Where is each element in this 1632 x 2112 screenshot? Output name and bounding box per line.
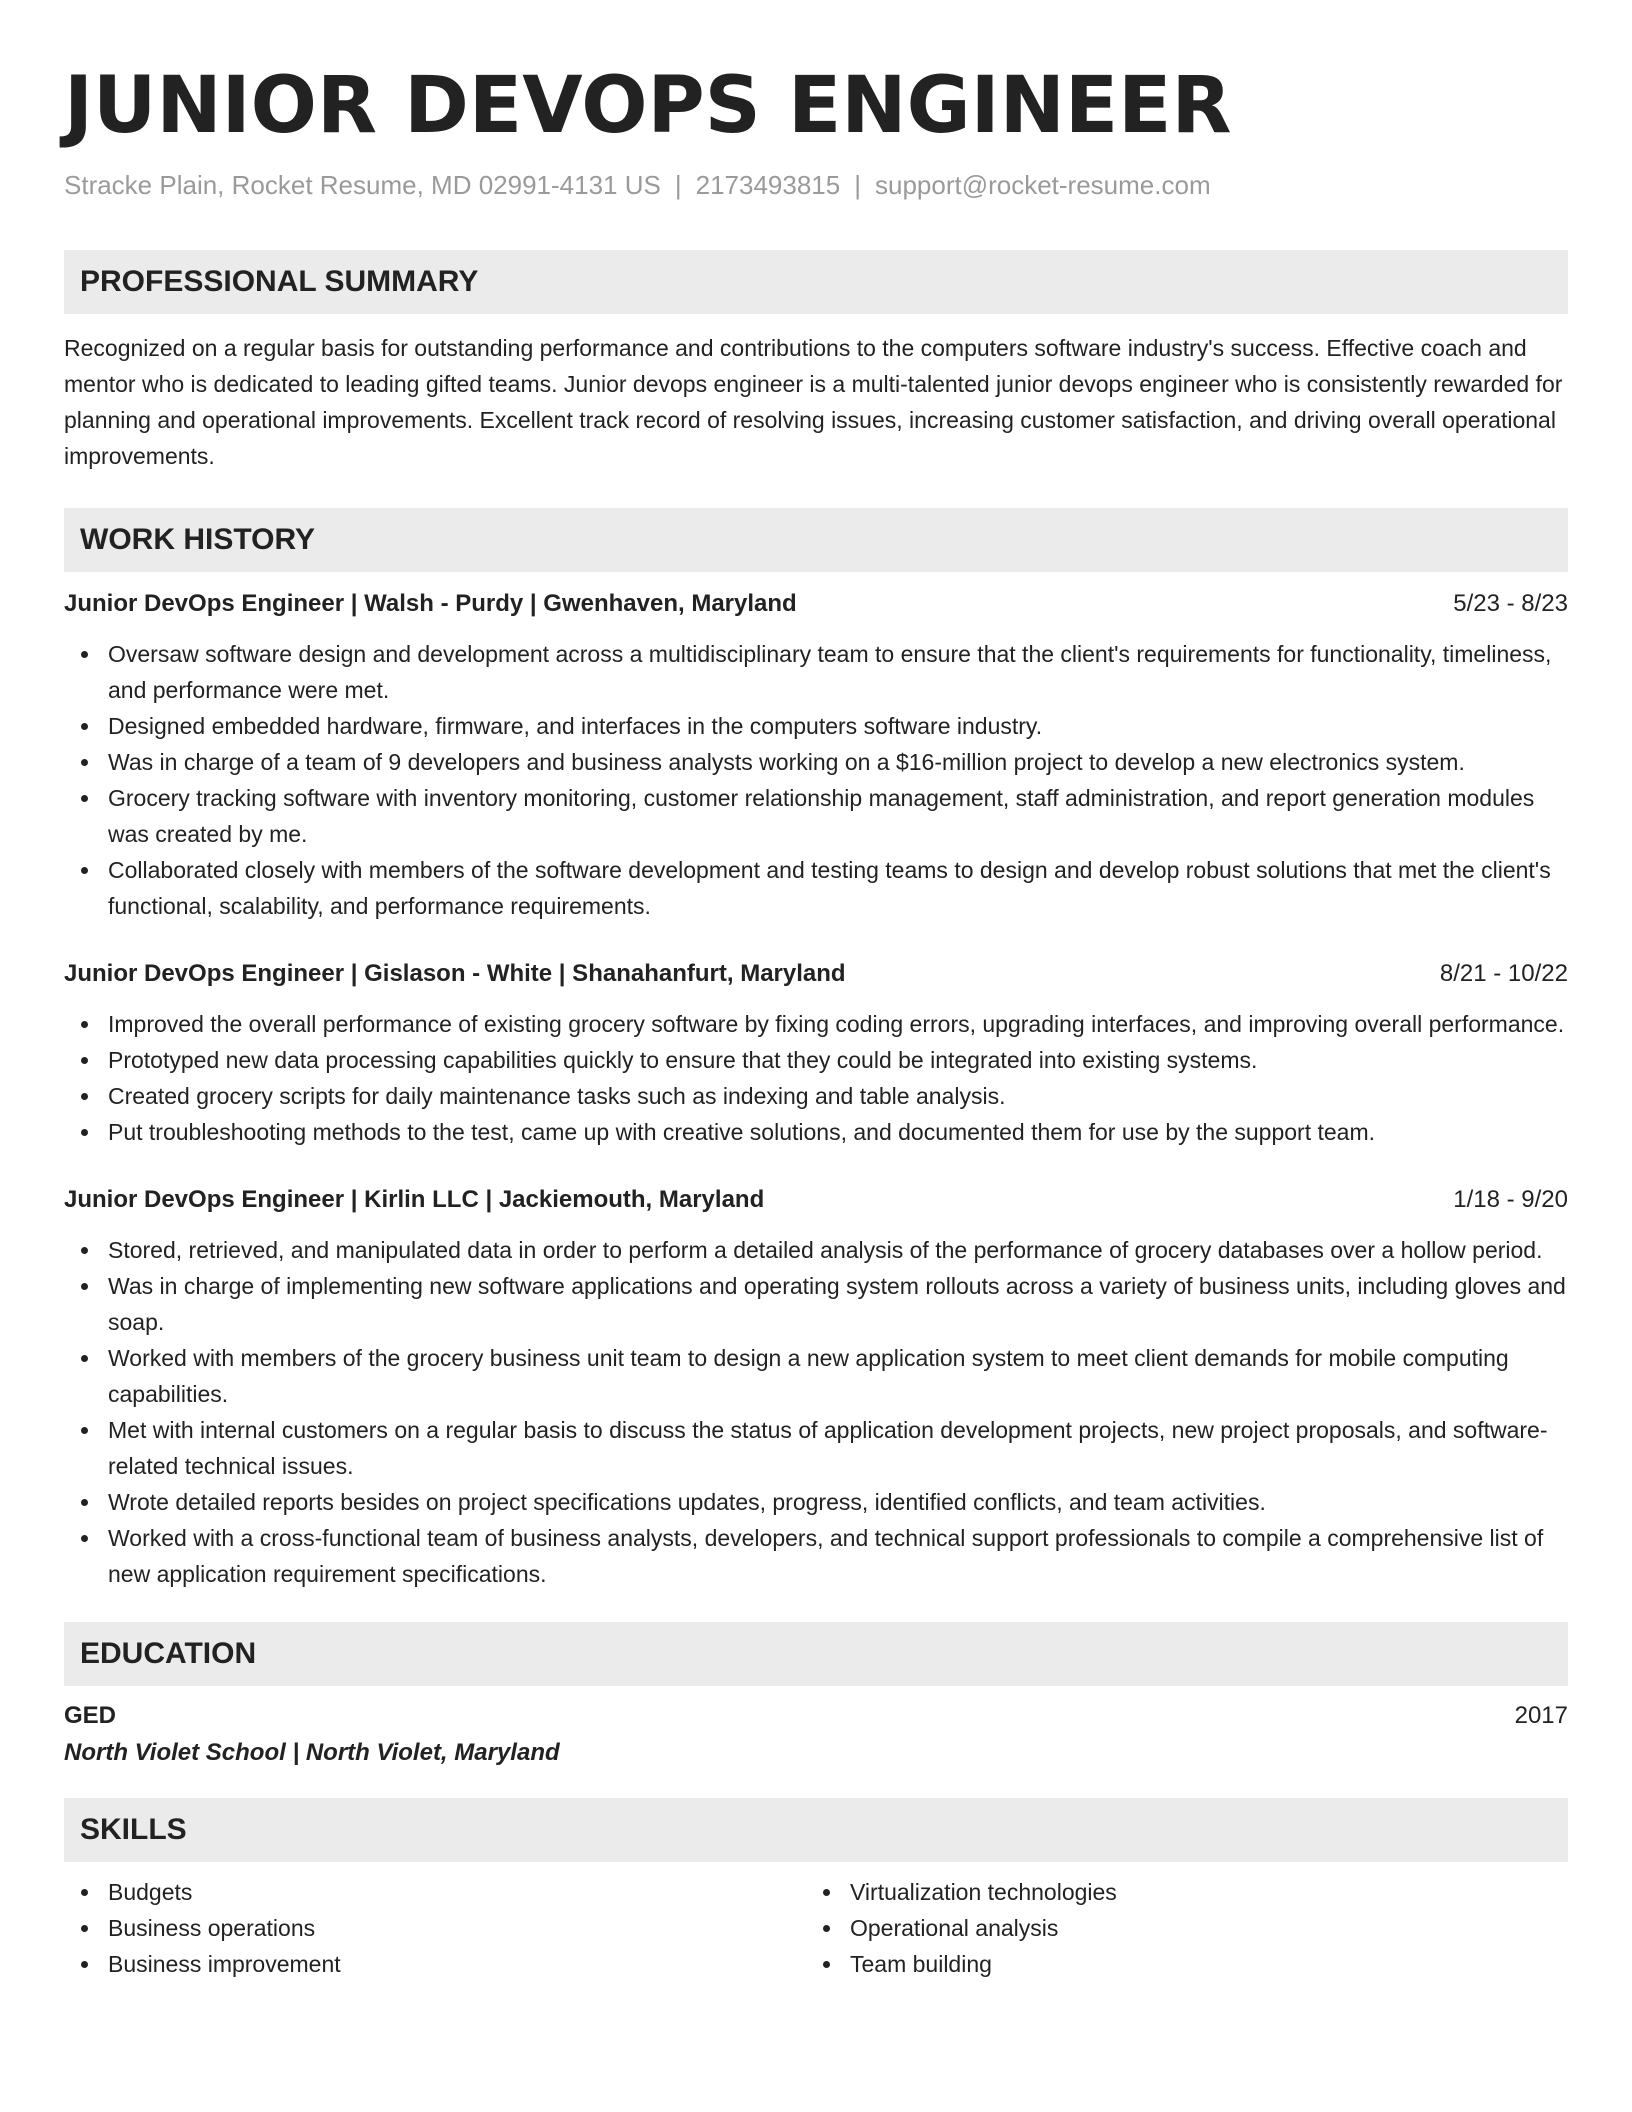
education-year: 2017	[1514, 1702, 1568, 1729]
job-bullet: Wrote detailed reports besides on project specifications updates, progress, identified conflicts, and team activities.	[64, 1484, 1568, 1520]
job-bullet: Was in charge of implementing new software applications and operating system rollouts across a variety of business units, including gloves and soap.	[64, 1268, 1568, 1340]
skill-item: Budgets	[64, 1874, 806, 1910]
contact-separator: |	[674, 170, 682, 200]
job-bullet: Stored, retrieved, and manipulated data in order to perform a detailed analysis of the performance of grocery databases over a hollow period.	[64, 1232, 1568, 1268]
job-dates: 8/21 - 10/22	[1439, 960, 1568, 987]
job-bullet: Collaborated closely with members of the software development and testing teams to design and develop robust solutions that met the client's functional, scalability, and performance requirements.	[64, 852, 1568, 924]
skill-item: Operational analysis	[806, 1910, 1548, 1946]
contact-line	[64, 168, 1568, 202]
education-entry	[64, 1698, 1568, 1772]
job-title: Junior DevOps Engineer | Gislason - White | Shanahanfurt, Maryland	[64, 960, 846, 987]
job-bullet: Grocery tracking software with inventory monitoring, customer relationship management, staff administration, and report generation modules was created by me.	[64, 780, 1568, 852]
job-bullet: Put troubleshooting methods to the test, came up with creative solutions, and documented them for use by the support team.	[64, 1114, 1568, 1150]
education-degree: GED	[64, 1702, 117, 1729]
contact-phone: 2173493815	[695, 170, 841, 200]
skills-columns	[64, 1862, 1568, 1982]
job-header	[64, 1182, 1568, 1218]
job-bullet-list	[64, 1006, 1568, 1150]
contact-separator: |	[854, 170, 861, 200]
job-title: Junior DevOps Engineer | Walsh - Purdy | Gwenhaven, Maryland	[64, 590, 797, 617]
job-bullet: Improved the overall performance of existing grocery software by fixing coding errors, upgrading interfaces, and improving overall performance.	[64, 1006, 1568, 1042]
job-entry	[64, 586, 1568, 924]
contact-address: Stracke Plain, Rocket Resume, MD 02991-4131 US	[64, 170, 661, 200]
job-header	[64, 956, 1568, 992]
education-school: North Violet School | North Violet, Maryland	[64, 1739, 560, 1766]
job-dates: 5/23 - 8/23	[1453, 590, 1568, 617]
candidate-name: JUNIOR DEVOPS ENGINEER	[64, 61, 1232, 151]
job-entry	[64, 1182, 1568, 1592]
summary-section-header: PROFESSIONAL SUMMARY	[64, 250, 1568, 314]
skills-list-left	[64, 1874, 806, 1982]
job-bullet: Worked with a cross-functional team of business analysts, developers, and technical support professionals to compile a comprehensive list of new application requirement specifications.	[64, 1520, 1568, 1592]
job-title: Junior DevOps Engineer | Kirlin LLC | Jackiemouth, Maryland	[64, 1186, 765, 1213]
education-section-header: EDUCATION	[64, 1622, 1568, 1686]
education-header	[64, 1698, 1568, 1734]
job-bullet: Created grocery scripts for daily maintenance tasks such as indexing and table analysis.	[64, 1078, 1568, 1114]
job-bullet: Oversaw software design and development across a multidisciplinary team to ensure that the client's requirements for functionality, timeliness, and performance were met.	[64, 636, 1568, 708]
job-bullet: Designed embedded hardware, firmware, and interfaces in the computers software industry.	[64, 708, 1568, 744]
job-entry	[64, 956, 1568, 1150]
skill-item: Team building	[806, 1946, 1548, 1982]
job-bullet: Met with internal customers on a regular basis to discuss the status of application development projects, new project proposals, and software-related technical issues.	[64, 1412, 1568, 1484]
contact-email: support@rocket-resume.com	[874, 170, 1211, 200]
skill-item: Business operations	[64, 1910, 806, 1946]
job-header	[64, 586, 1568, 622]
job-bullet: Was in charge of a team of 9 developers and business analysts working on a $16-million project to develop a new electronics system.	[64, 744, 1568, 780]
summary-text: Recognized on a regular basis for outstanding performance and contributions to the computers software industry's success. Effective coach and mentor who is dedicated to leading gifted teams. Junior devops engineer is a multi-talented junior devops engineer who is consistently rewarded for planning and operational improvements. Excellent track record of resolving issues, increasing customer satisfaction, and driving overall operational improvements.	[64, 335, 1563, 469]
job-bullet-list	[64, 636, 1568, 924]
job-bullet: Worked with members of the grocery business unit team to design a new application system to meet client demands for mobile computing capabilities.	[64, 1340, 1568, 1412]
job-dates: 1/18 - 9/20	[1453, 1186, 1568, 1213]
skills-section-header: SKILLS	[64, 1798, 1568, 1862]
skill-item: Business improvement	[64, 1946, 806, 1982]
skill-item: Virtualization technologies	[806, 1874, 1548, 1910]
work-history-section-header: WORK HISTORY	[64, 508, 1568, 572]
skills-list-right	[806, 1874, 1548, 1982]
job-bullet-list	[64, 1232, 1568, 1592]
job-bullet: Prototyped new data processing capabilities quickly to ensure that they could be integrated into existing systems.	[64, 1042, 1568, 1078]
